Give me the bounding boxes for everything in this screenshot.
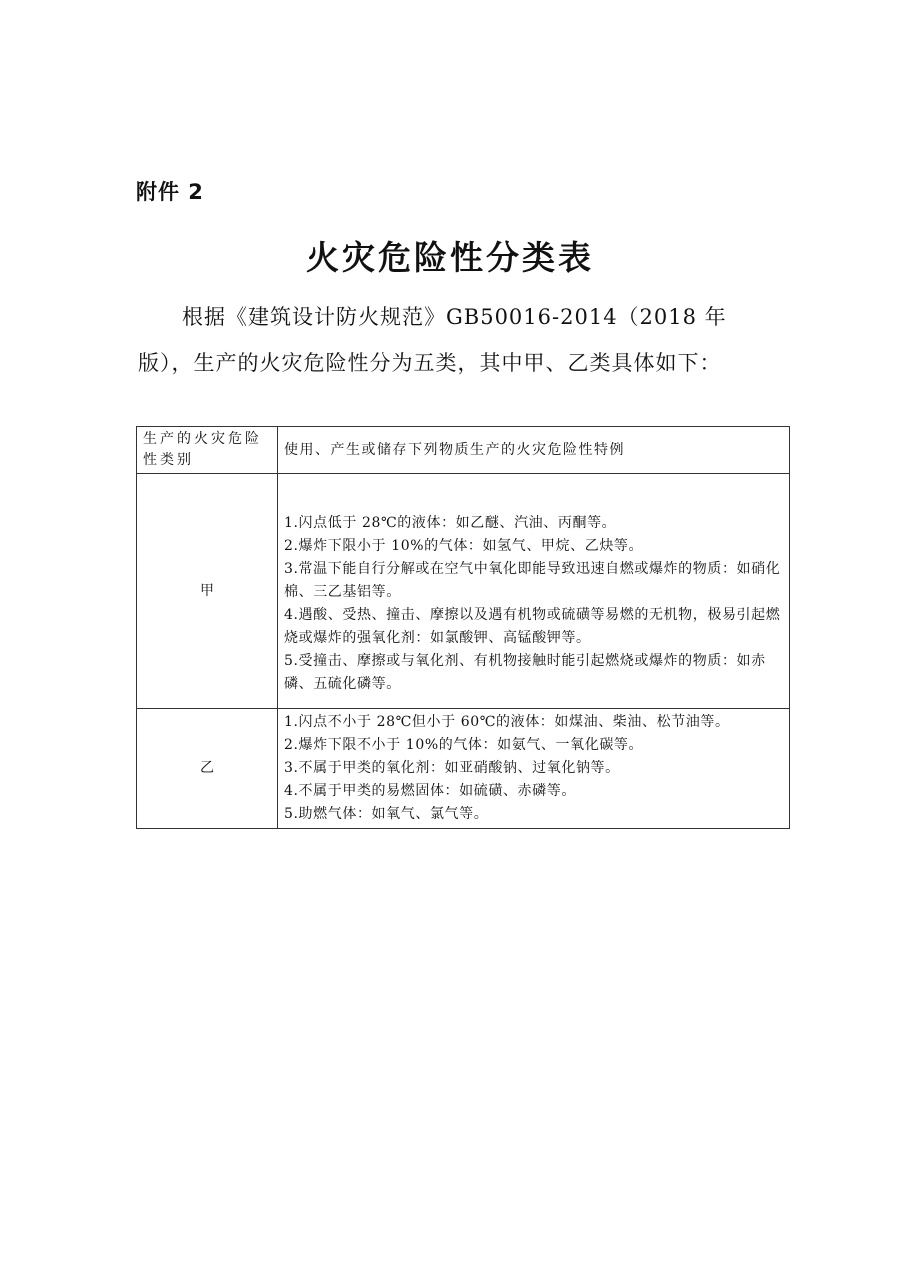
- list-item: 4.遇酸、受热、撞击、摩擦以及遇有机物或硫磺等易燃的无机物，极易引起燃烧或爆炸的强氧化剂：如氯酸钾、高锰酸钾等。: [284, 607, 781, 646]
- list-item: 5.助燃气体：如氧气、氯气等。: [284, 806, 489, 822]
- header-description: 使用、产生或储存下列物质生产的火灾危险性特例: [278, 427, 790, 474]
- table-row-yi: [137, 709, 790, 829]
- table-header-row: [137, 427, 790, 474]
- list-item: 1.闪点不小于 28℃但小于 60℃的液体：如煤油、柴油、松节油等。: [284, 714, 730, 730]
- description-cell: [278, 709, 790, 829]
- list-item: 2.爆炸下限不小于 10%的气体：如氨气、一氧化碳等。: [284, 737, 644, 753]
- list-item: 4.不属于甲类的易燃固体：如硫磺、赤磷等。: [284, 783, 576, 799]
- category-cell: 乙: [137, 709, 278, 829]
- category-cell: 甲: [137, 474, 278, 709]
- description-cell: [278, 474, 790, 709]
- classification-table: [136, 426, 790, 829]
- list-item: 5.受撞击、摩擦或与氧化剂、有机物接触时能引起燃烧或爆炸的物质：如赤磷、五硫化磷等。: [284, 653, 766, 692]
- table-row-jia: [137, 474, 790, 709]
- list-item: 2.爆炸下限小于 10%的气体：如氢气、甲烷、乙炔等。: [284, 538, 644, 554]
- page-title: 火灾危险性分类表: [306, 238, 594, 277]
- intro-paragraph: [138, 294, 778, 386]
- attachment-label: 附件 2: [136, 180, 204, 204]
- list-item: 1.闪点低于 28℃的液体：如乙醚、汽油、丙酮等。: [284, 515, 617, 531]
- list-item: 3.常温下能自行分解或在空气中氧化即能导致迅速自燃或爆炸的物质：如硝化棉、三乙基铝等。: [284, 561, 781, 600]
- header-category: 生产的火灾危险性类别: [137, 427, 278, 474]
- intro-text: 根据《建筑设计防火规范》GB50016-2014（2018 年版），生产的火灾危险性分为五类，其中甲、乙类具体如下：: [138, 305, 727, 375]
- list-item: 3.不属于甲类的氧化剂：如亚硝酸钠、过氧化钠等。: [284, 760, 620, 776]
